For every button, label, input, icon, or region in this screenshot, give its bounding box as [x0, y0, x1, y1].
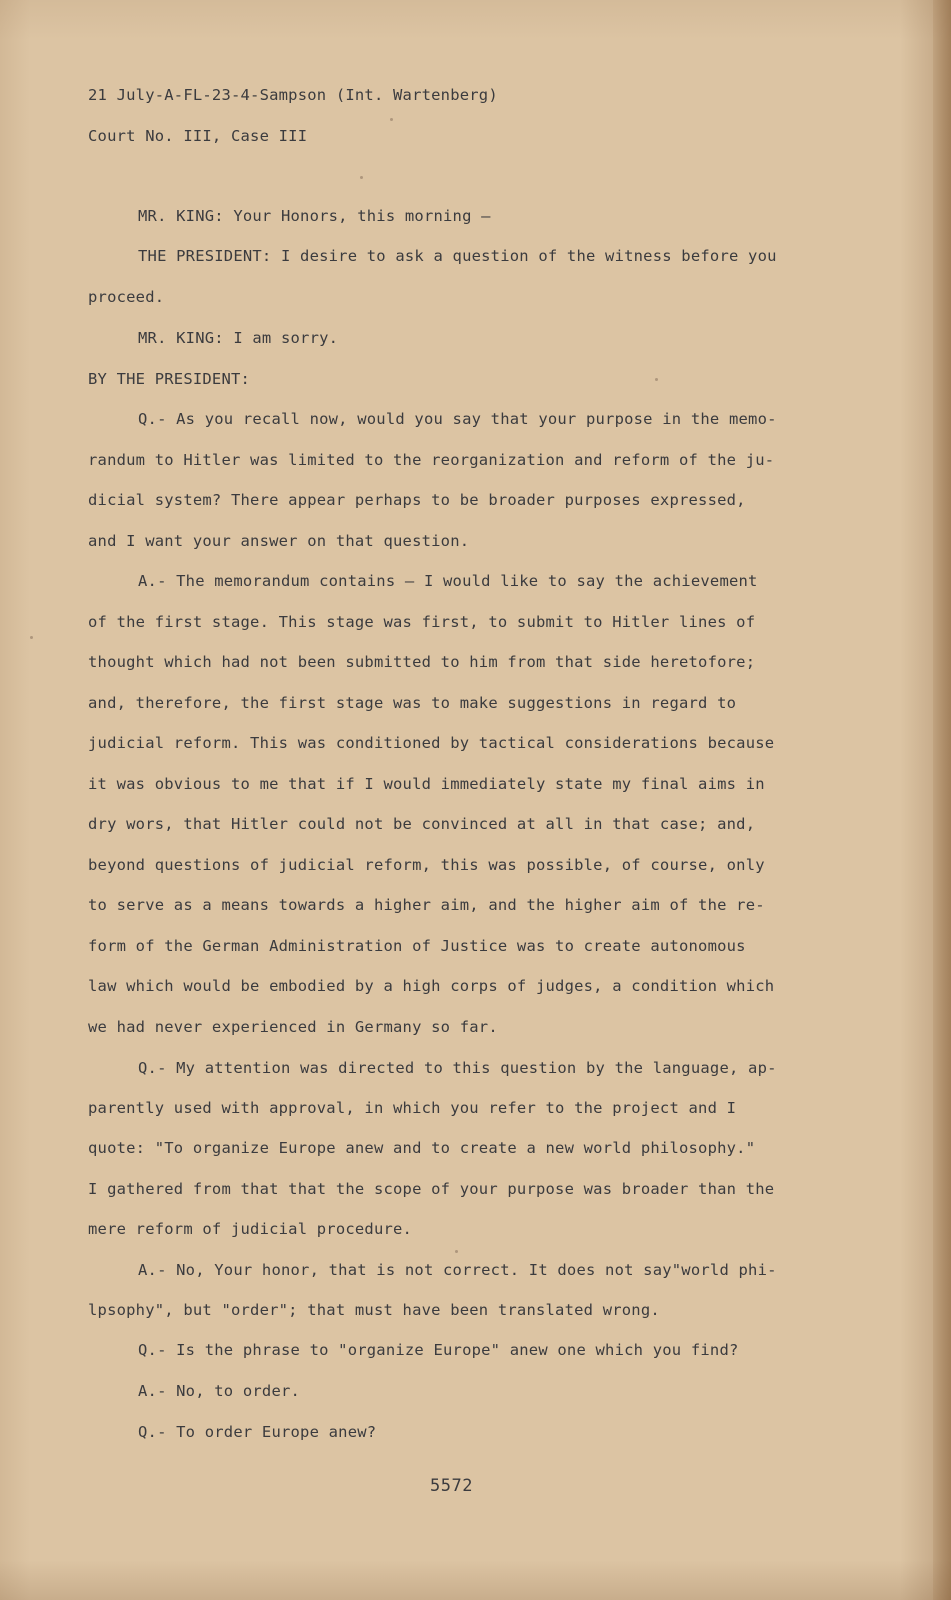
court-line: Court No. III, Case III: [88, 127, 308, 145]
paper-speck: [360, 176, 363, 179]
transcript-line: dry wors, that Hitler could not be convinced at all in that case; and,: [88, 815, 756, 833]
document-reference: 21 July-A-FL-23-4-Sampson (Int. Wartenberg): [88, 86, 498, 104]
transcript-line: A.- The memorandum contains — I would like to say the achievement: [138, 572, 758, 590]
transcript-line: we had never experienced in Germany so far.: [88, 1018, 498, 1036]
transcript-line: MR. KING: Your Honors, this morning —: [138, 207, 491, 225]
transcript-line: beyond questions of judicial reform, this was possible, of course, only: [88, 856, 765, 874]
transcript-line: to serve as a means towards a higher aim, and the higher aim of the re-: [88, 896, 765, 914]
transcript-line: and, therefore, the first stage was to make suggestions in regard to: [88, 694, 737, 712]
transcript-line: A.- No, to order.: [138, 1382, 301, 1400]
transcript-line: and I want your answer on that question.: [88, 532, 470, 550]
transcript-line: judicial reform. This was conditioned by tactical considerations because: [88, 734, 775, 752]
transcript-line: lpsophy", but "order"; that must have been translated wrong.: [88, 1301, 660, 1319]
transcript-line: of the first stage. This stage was first, to submit to Hitler lines of: [88, 613, 756, 631]
paper-speck: [30, 636, 33, 639]
transcript-line: I gathered from that that the scope of your purpose was broader than the: [88, 1180, 775, 1198]
transcript-line: mere reform of judicial procedure.: [88, 1220, 413, 1238]
transcript-line: proceed.: [88, 288, 165, 306]
transcript-line: Q.- To order Europe anew?: [138, 1423, 377, 1441]
transcript-line: parently used with approval, in which you refer to the project and I: [88, 1099, 737, 1117]
transcript-line: Q.- My attention was directed to this question by the language, ap-: [138, 1059, 777, 1077]
page-number: 5572: [430, 1476, 473, 1496]
transcript-line: THE PRESIDENT: I desire to ask a question of the witness before you: [138, 247, 777, 265]
transcript-line: randum to Hitler was limited to the reorganization and reform of the ju-: [88, 451, 775, 469]
transcript-line: A.- No, Your honor, that is not correct. It does not say"world phi-: [138, 1261, 777, 1279]
transcript-line: it was obvious to me that if I would immediately state my final aims in: [88, 775, 765, 793]
paper-edge-shading: [933, 0, 951, 1600]
transcript-line: BY THE PRESIDENT:: [88, 370, 251, 388]
transcript-line: form of the German Administration of Justice was to create autonomous: [88, 937, 746, 955]
transcript-line: thought which had not been submitted to him from that side heretofore;: [88, 653, 756, 671]
transcript-line: quote: "To organize Europe anew and to create a new world philosophy.": [88, 1139, 756, 1157]
paper-speck: [390, 118, 393, 121]
transcript-line: MR. KING: I am sorry.: [138, 329, 339, 347]
paper-speck: [655, 378, 658, 381]
transcript-line: Q.- Is the phrase to "organize Europe" anew one which you find?: [138, 1341, 739, 1359]
paper-speck: [455, 1250, 458, 1253]
transcript-line: Q.- As you recall now, would you say that your purpose in the memo-: [138, 410, 777, 428]
transcript-line: law which would be embodied by a high corps of judges, a condition which: [88, 977, 775, 995]
transcript-line: dicial system? There appear perhaps to be broader purposes expressed,: [88, 491, 746, 509]
